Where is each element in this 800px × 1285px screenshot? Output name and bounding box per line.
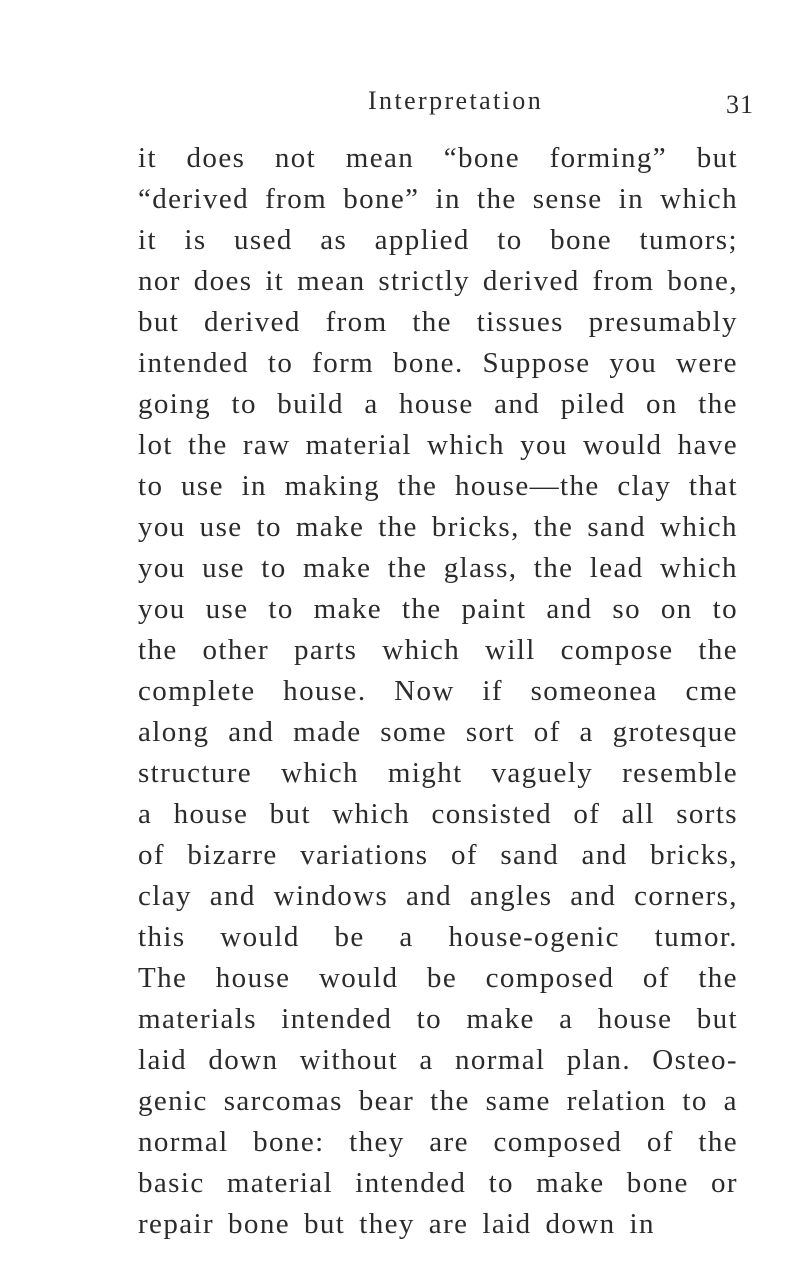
- word: tumors;: [639, 224, 738, 256]
- word: mean: [297, 265, 366, 297]
- word: a: [138, 798, 153, 830]
- text-line: [138, 423, 738, 467]
- word: normal: [138, 1126, 229, 1158]
- word: sand: [587, 511, 647, 543]
- word: genic: [138, 1085, 208, 1117]
- word: piled: [560, 388, 626, 420]
- word: and: [546, 593, 593, 625]
- word: which: [281, 757, 359, 789]
- word: the: [387, 552, 428, 584]
- word: to: [256, 511, 282, 543]
- word: and: [209, 880, 256, 912]
- word: use: [181, 470, 224, 502]
- word: nor: [138, 265, 181, 297]
- word: Osteo-: [652, 1044, 738, 1076]
- word: a: [723, 1085, 738, 1117]
- word: will: [484, 634, 536, 666]
- text-line: [138, 177, 738, 221]
- word: someonea: [530, 675, 658, 707]
- word: form: [312, 347, 375, 379]
- text-line: [138, 997, 738, 1041]
- word: sarcomas: [223, 1085, 343, 1117]
- text-line: [138, 382, 738, 426]
- word: on: [660, 593, 693, 625]
- word: resemble: [622, 757, 738, 789]
- word: a: [364, 388, 379, 420]
- text-line: [138, 505, 738, 549]
- word: it: [138, 142, 157, 174]
- text-line: [138, 710, 738, 754]
- word: use: [202, 552, 245, 584]
- word: corners,: [634, 880, 738, 912]
- word: cme: [685, 675, 738, 707]
- word: bizarre: [187, 839, 278, 871]
- word: lot: [138, 429, 173, 461]
- word: you: [609, 347, 658, 379]
- word: which: [660, 183, 738, 215]
- word: and: [581, 839, 628, 871]
- word: bone: [626, 1167, 689, 1199]
- running-title: Interpretation: [368, 86, 544, 115]
- word: that: [688, 470, 738, 502]
- word: the: [533, 552, 574, 584]
- word: sand: [500, 839, 560, 871]
- word: the: [430, 1085, 470, 1117]
- word: down: [545, 1208, 616, 1240]
- word: composed: [493, 1126, 623, 1158]
- word: without: [299, 1044, 399, 1076]
- running-head: [0, 86, 800, 126]
- word: repair: [138, 1208, 215, 1240]
- word: and: [228, 716, 275, 748]
- word: material: [305, 429, 412, 461]
- word: have: [677, 429, 738, 461]
- word: the: [397, 470, 438, 502]
- word: use: [199, 511, 243, 543]
- text-line: [138, 1161, 738, 1205]
- word: but: [304, 1208, 346, 1240]
- word: be: [426, 962, 458, 994]
- word: use: [205, 593, 249, 625]
- word: going: [138, 388, 212, 420]
- word: the: [378, 511, 418, 543]
- word: a: [399, 921, 414, 953]
- word: make: [303, 552, 372, 584]
- word: from: [592, 265, 655, 297]
- word: on: [646, 388, 678, 420]
- word: consisted: [431, 798, 552, 830]
- word: applied: [374, 224, 470, 256]
- word: bear: [358, 1085, 415, 1117]
- word: tumor.: [654, 921, 738, 953]
- word: you: [138, 511, 186, 543]
- word: to: [268, 593, 294, 625]
- word: lead: [589, 552, 644, 584]
- word: you: [520, 429, 568, 461]
- word: house: [399, 388, 474, 420]
- word: the: [412, 306, 452, 338]
- word: to: [682, 1085, 708, 1117]
- word: bone.: [392, 347, 464, 379]
- word: it: [265, 265, 285, 297]
- word: compose: [560, 634, 674, 666]
- word: from: [265, 183, 328, 215]
- text-line: [138, 792, 738, 836]
- word: and: [494, 388, 541, 420]
- word: does: [186, 142, 246, 174]
- word: to: [416, 1003, 442, 1035]
- word: The: [138, 962, 188, 994]
- word: strictly: [378, 265, 471, 297]
- word: raw: [242, 429, 291, 461]
- word: intended: [355, 1167, 467, 1199]
- word: the: [698, 388, 738, 420]
- word: parts: [293, 634, 358, 666]
- word: in: [241, 470, 267, 502]
- word: house: [597, 1003, 673, 1035]
- word: normal: [454, 1044, 546, 1076]
- word: house: [215, 962, 291, 994]
- word: mean: [345, 142, 415, 174]
- word: used: [233, 224, 293, 256]
- word: the: [138, 634, 178, 666]
- word: vaguely: [491, 757, 594, 789]
- word: angles: [469, 880, 553, 912]
- word: they: [359, 1208, 415, 1240]
- word: it: [138, 224, 157, 256]
- word: relation: [566, 1085, 667, 1117]
- word: which: [382, 634, 461, 666]
- word: of: [450, 839, 478, 871]
- word: the: [477, 183, 517, 215]
- word: some: [380, 716, 448, 748]
- word: but: [138, 306, 180, 338]
- word: you: [138, 552, 186, 584]
- text-line: [138, 1120, 738, 1164]
- word: not: [274, 142, 317, 174]
- word: to: [488, 1167, 514, 1199]
- word: composed: [485, 962, 615, 994]
- word: be: [334, 921, 365, 953]
- word: house-ogenic: [448, 921, 620, 953]
- word: bricks,: [431, 511, 520, 543]
- text-line: [138, 1038, 738, 1082]
- word: or: [711, 1167, 738, 1199]
- word: of: [573, 798, 601, 830]
- word: bone,: [667, 265, 738, 297]
- word: sense: [532, 183, 603, 215]
- word: laid: [482, 1208, 532, 1240]
- word: would: [582, 429, 663, 461]
- word: Suppose: [482, 347, 591, 379]
- word: to: [712, 593, 738, 625]
- word: other: [202, 634, 270, 666]
- word: they: [349, 1126, 405, 1158]
- word: along: [138, 716, 210, 748]
- word: material: [226, 1167, 334, 1199]
- word: are: [429, 1126, 469, 1158]
- word: bone: [550, 224, 613, 256]
- word: make: [466, 1003, 535, 1035]
- word: of: [533, 716, 561, 748]
- word: a: [559, 1003, 574, 1035]
- word: the: [401, 593, 442, 625]
- word: would: [220, 921, 300, 953]
- word: but: [269, 798, 311, 830]
- word: bone”: [343, 183, 420, 215]
- text-line: [138, 1079, 738, 1123]
- word: as: [320, 224, 348, 256]
- word: a: [419, 1044, 434, 1076]
- word: does: [193, 265, 253, 297]
- word: the: [698, 634, 738, 666]
- word: make: [536, 1167, 605, 1199]
- word: intended: [138, 347, 250, 379]
- text-line: [138, 751, 738, 795]
- word: the: [698, 962, 738, 994]
- text-line: [138, 874, 738, 918]
- word: derived: [482, 265, 580, 297]
- word: to: [231, 388, 257, 420]
- word: house.: [283, 675, 367, 707]
- page-number: 31: [726, 90, 754, 119]
- word: to: [497, 224, 523, 256]
- word: which: [332, 798, 411, 830]
- word: would: [318, 962, 399, 994]
- word: structure: [138, 757, 253, 789]
- word: same: [485, 1085, 551, 1117]
- word: build: [277, 388, 344, 420]
- word: to: [261, 552, 287, 584]
- word: are: [428, 1208, 469, 1240]
- word: basic: [138, 1167, 205, 1199]
- word: intended: [281, 1003, 393, 1035]
- word: might: [387, 757, 463, 789]
- word: if: [482, 675, 503, 707]
- word: make: [295, 511, 365, 543]
- text-line: [138, 587, 738, 631]
- word: a: [579, 716, 594, 748]
- word: bone:: [253, 1126, 325, 1158]
- word: paint: [461, 593, 527, 625]
- word: and: [406, 880, 453, 912]
- text-line: [138, 218, 738, 262]
- word: clay: [138, 880, 192, 912]
- word: make: [313, 593, 383, 625]
- word: in: [629, 1208, 655, 1240]
- word: grotesque: [612, 716, 738, 748]
- word: so: [612, 593, 641, 625]
- word: materials: [138, 1003, 257, 1035]
- word: forming”: [549, 142, 668, 174]
- text-line: [138, 259, 738, 303]
- word: from: [325, 306, 388, 338]
- word: derived: [204, 306, 301, 338]
- word: sort: [465, 716, 515, 748]
- word: which: [660, 552, 738, 584]
- text-line: [138, 915, 738, 959]
- word: “derived: [138, 183, 250, 215]
- text-line: [138, 136, 738, 180]
- text-line: [138, 464, 738, 508]
- text-line: [138, 669, 738, 713]
- text-line: [138, 341, 738, 385]
- word: which: [427, 429, 505, 461]
- word: the: [533, 511, 574, 543]
- word: “bone: [443, 142, 520, 174]
- word: this: [138, 921, 186, 953]
- word: of: [646, 1126, 674, 1158]
- word: down: [208, 1044, 279, 1076]
- word: glass,: [443, 552, 518, 584]
- word: tissues: [476, 306, 564, 338]
- word: the: [188, 429, 228, 461]
- text-line: [138, 1202, 738, 1246]
- word: Now: [394, 675, 455, 707]
- word: clay: [617, 470, 672, 502]
- word: house: [173, 798, 249, 830]
- word: sorts: [676, 798, 738, 830]
- text-line: [138, 546, 738, 590]
- word: made: [293, 716, 362, 748]
- word: of: [642, 962, 670, 994]
- word: presumably: [588, 306, 738, 338]
- text-line: [138, 300, 738, 344]
- word: of: [138, 839, 165, 871]
- word: to: [267, 347, 294, 379]
- word: which: [660, 511, 738, 543]
- word: were: [675, 347, 738, 379]
- word: all: [621, 798, 655, 830]
- word: making: [284, 470, 380, 502]
- word: is: [184, 224, 207, 256]
- text-line: [138, 833, 738, 877]
- word: windows: [273, 880, 389, 912]
- word: in: [435, 183, 461, 215]
- word: the: [698, 1126, 738, 1158]
- word: bricks,: [650, 839, 738, 871]
- word: plan.: [566, 1044, 631, 1076]
- word: you: [138, 593, 186, 625]
- text-line: [138, 628, 738, 672]
- word: and: [570, 880, 617, 912]
- word: in: [618, 183, 645, 215]
- word: house—the: [454, 470, 600, 502]
- word: to: [138, 470, 164, 502]
- word: laid: [138, 1044, 188, 1076]
- word: bone: [228, 1208, 290, 1240]
- text-line: [138, 956, 738, 1000]
- word: variations: [300, 839, 429, 871]
- word: complete: [138, 675, 256, 707]
- word: but: [696, 142, 738, 174]
- word: but: [696, 1003, 738, 1035]
